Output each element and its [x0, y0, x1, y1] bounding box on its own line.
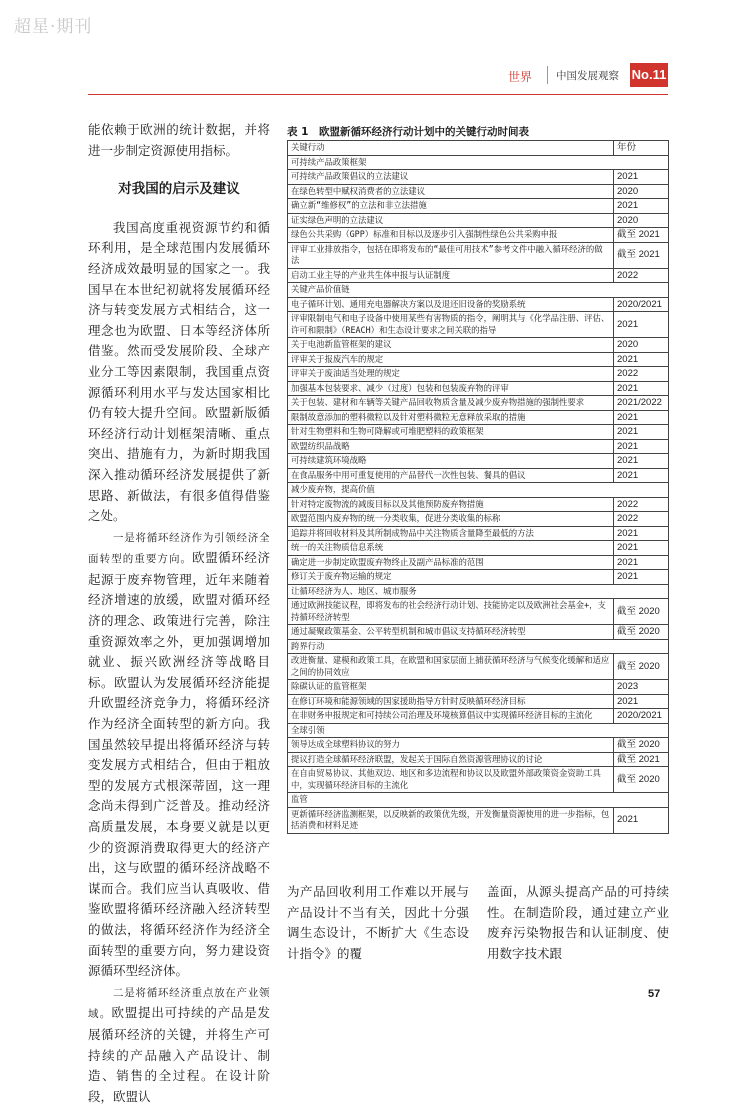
year-cell: 2020 [614, 184, 669, 199]
table-row [288, 752, 669, 767]
paragraph-2-lead: 一是将循环经济作为引领经济全面转型的重要方向。 [88, 531, 270, 566]
action-cell: 关于电池新监管框架的建议 [288, 338, 614, 353]
year-cell: 截至 2021 [614, 228, 669, 243]
table-row [288, 170, 669, 185]
table-row [288, 680, 669, 695]
table-row [288, 807, 669, 833]
action-cell: 绿色公共采购（GPP）标准和目标以及逐步引入强制性绿色公共采购申报 [288, 228, 614, 243]
year-cell: 截至 2020 [614, 738, 669, 753]
year-cell: 2021/2022 [614, 396, 669, 411]
table-category-row [288, 584, 669, 599]
bottom-column-2 [487, 882, 669, 964]
action-cell: 确立新“维修权”的立法和非立法措施 [288, 199, 614, 214]
year-cell: 截至 2020 [614, 625, 669, 640]
bottom-paragraph-1: 为产品回收利用工作难以开展与产品设计不当有关，因此十分强调生态设计，不断扩大《生态设计指令》的覆 [287, 884, 469, 961]
paragraph-2-text: 欧盟循环经济起源于废弃物管理，近年来随着经济增速的放缓，欧盟对循环经济的理念、政策进行完善，除注重资源效率之外，更加强调增加就业、振兴欧洲经济等战略目标。欧盟认为发展循环经济能提升欧盟经济竞争力，将循环经济作为经济全面转型的新方向。我国虽然较早提出将循环经济与转变发展方式相结合，但由于粗放型的发展方式根深蒂固，这一理念尚未得到广泛普及。推动经济高质量发展，本身要义就是以更少的资源消费取得更大的经济产出，这与欧盟的循环经济战略不谋而合。我们应当认真吸收、借鉴欧盟将循环经济融入经济转型的做法，将循环经济作为经济全面转型的重要方向，努力建设资源循环型经济体。 [88, 550, 270, 979]
year-cell: 2021 [614, 694, 669, 709]
table-category-row [288, 155, 669, 170]
table-row [288, 694, 669, 709]
intro-paragraph: 能依赖于欧洲的统计数据，并将进一步制定资源使用指标。 [88, 122, 270, 158]
issue-badge: No.11 [630, 63, 668, 87]
year-cell: 2022 [614, 268, 669, 283]
year-cell: 2021 [614, 570, 669, 585]
category-label: 可持续产品政策框架 [288, 155, 669, 170]
table-row [288, 268, 669, 283]
body-paragraph-2 [88, 527, 270, 982]
body-paragraph-3 [88, 982, 270, 1107]
category-label: 让循环经济为人、地区、城市服务 [288, 584, 669, 599]
year-cell: 截至 2020 [614, 599, 669, 625]
table-row [288, 228, 669, 243]
year-cell: 2021 [614, 352, 669, 367]
column-header-year: 年份 [614, 141, 669, 156]
table-row [288, 738, 669, 753]
table-row [288, 599, 669, 625]
action-cell: 通过凝聚政策基金、公平转型机制和城市倡议支持循环经济转型 [288, 625, 614, 640]
table-row [288, 497, 669, 512]
table-category-row [288, 723, 669, 738]
year-cell: 2021 [614, 439, 669, 454]
table-row [288, 526, 669, 541]
paragraph-3-text: 欧盟提出可持续的产品是发展循环经济的关键，并将生产可持续的产品融入产品设计、制造、销售的全过程。在设计阶段，欧盟认 [88, 1005, 270, 1104]
action-cell: 追踪并将回收材料及其所制成物品中关注物质含量降至最低的方法 [288, 526, 614, 541]
table-row [288, 709, 669, 724]
table-row [288, 570, 669, 585]
category-label: 全球引领 [288, 723, 669, 738]
action-cell: 提议打造全球循环经济联盟，发起关于国际自然资源管理协议的讨论 [288, 752, 614, 767]
page-number: 57 [648, 988, 661, 1000]
action-cell: 针对特定废物流的减废目标以及其他预防废弃物措施 [288, 497, 614, 512]
header-divider [547, 66, 548, 84]
table-header-row [288, 141, 669, 156]
table-row [288, 512, 669, 527]
action-cell: 可持续产品政策倡议的立法建议 [288, 170, 614, 185]
category-label: 跨界行动 [288, 639, 669, 654]
action-cell: 在自由贸易协议、其他双边、地区和多边流程和协议以及欧盟外部政策资金资助工具中，实现循环经济目标的主流化 [288, 767, 614, 793]
year-cell: 截至 2021 [614, 752, 669, 767]
table-row [288, 625, 669, 640]
action-cell: 在食品服务中用可重复使用的产品替代一次性包装、餐具的倡议 [288, 468, 614, 483]
table-category-row [288, 483, 669, 498]
table-row [288, 213, 669, 228]
category-label: 监管 [288, 793, 669, 808]
year-cell: 2021 [614, 410, 669, 425]
table-row [288, 184, 669, 199]
year-cell: 2022 [614, 512, 669, 527]
action-cell: 证实绿色声明的立法建议 [288, 213, 614, 228]
action-cell: 在非财务申报规定和可持续公司治理及环境核算倡议中实现循环经济目标的主流化 [288, 709, 614, 724]
table-row [288, 654, 669, 680]
year-cell: 2021 [614, 541, 669, 556]
action-cell: 在修订环境和能源领域的国家援助指导方针时反映循环经济目标 [288, 694, 614, 709]
table-row [288, 312, 669, 338]
action-cell: 限制故意添加的塑料微粒以及针对塑料微粒无意释放采取的措施 [288, 410, 614, 425]
action-cell: 启动工业主导的产业共生体申报与认证制度 [288, 268, 614, 283]
section-heading: 对我国的启示及建议 [118, 181, 240, 198]
action-cell: 评审关于报废汽车的规定 [288, 352, 614, 367]
table-row [288, 767, 669, 793]
bottom-column-1 [287, 882, 469, 964]
action-cell: 可持续建筑环境战略 [288, 454, 614, 469]
year-cell: 2020 [614, 213, 669, 228]
category-label: 减少废弃物，提高价值 [288, 483, 669, 498]
magazine-name: 中国发展观察 [556, 70, 619, 82]
table-row [288, 468, 669, 483]
table-row [288, 199, 669, 214]
action-cell: 领导达成全球塑料协议的努力 [288, 738, 614, 753]
watermark: 超星·期刊 [14, 17, 93, 37]
bottom-paragraph-2: 盖面，从源头提高产品的可持续性。在制造阶段，通过建立产业废弃污染物报告和认证制度、使用数字技术跟 [487, 884, 669, 961]
year-cell: 2021 [614, 807, 669, 833]
action-cell: 电子循环计划、通用充电器解决方案以及退还旧设备的奖励系统 [288, 297, 614, 312]
category-label: 关键产品价值链 [288, 283, 669, 298]
action-cell: 评审限制电气和电子设备中使用某些有害物质的指令，阐明其与《化学品注册、评估、许可和限制》（REACH）和生态设计要求之间关联的指导 [288, 312, 614, 338]
section-label: 世界 [508, 70, 533, 84]
table-row [288, 541, 669, 556]
year-cell: 截至 2020 [614, 767, 669, 793]
action-cell: 除碳认证的监管框架 [288, 680, 614, 695]
year-cell: 2021 [614, 199, 669, 214]
year-cell: 2021 [614, 555, 669, 570]
key-actions-table [287, 140, 669, 834]
action-cell: 评审关于废油适当处理的规定 [288, 367, 614, 382]
action-cell: 关于包装、建材和车辆等关键产品回收物质含量及减少废弃物措施的强制性要求 [288, 396, 614, 411]
table-row [288, 242, 669, 268]
table-row [288, 367, 669, 382]
action-cell: 评审工业排放指令，包括在即将发布的“最佳可用技术”参考文件中融入循环经济的做法 [288, 242, 614, 268]
left-column [88, 120, 270, 1107]
table-row [288, 381, 669, 396]
table-category-row [288, 639, 669, 654]
table-row [288, 454, 669, 469]
header-rule [88, 94, 668, 95]
action-cell: 更新循环经济监测框架，以反映新的政策优先级，开发衡量资源使用的进一步指标，包括消费和材料足迹 [288, 807, 614, 833]
column-header-action: 关键行动 [288, 141, 614, 156]
year-cell: 2020 [614, 338, 669, 353]
year-cell: 2021 [614, 170, 669, 185]
action-cell: 在绿色转型中赋权消费者的立法建议 [288, 184, 614, 199]
action-cell: 修订关于废弃物运输的规定 [288, 570, 614, 585]
table-category-row [288, 283, 669, 298]
action-cell: 确定进一步制定欧盟废弃物终止及副产品标准的范围 [288, 555, 614, 570]
table-category-row [288, 793, 669, 808]
year-cell: 2021 [614, 381, 669, 396]
table-row [288, 297, 669, 312]
table-row [288, 352, 669, 367]
table-row [288, 396, 669, 411]
year-cell: 2021 [614, 454, 669, 469]
table-row [288, 338, 669, 353]
action-cell: 统一的关注物质信息系统 [288, 541, 614, 556]
year-cell: 2021 [614, 468, 669, 483]
year-cell: 2022 [614, 367, 669, 382]
table-row [288, 439, 669, 454]
action-cell: 通过欧洲技能议程，即将发布的社会经济行动计划、技能协定以及欧洲社会基金+，支持循环经济转型 [288, 599, 614, 625]
action-cell: 加强基本包装要求、减少（过度）包装和包装废弃物的评审 [288, 381, 614, 396]
year-cell: 2022 [614, 497, 669, 512]
year-cell: 2021 [614, 526, 669, 541]
table-row [288, 425, 669, 440]
table-row [288, 410, 669, 425]
year-cell: 2021 [614, 312, 669, 338]
year-cell: 2020/2021 [614, 709, 669, 724]
paragraph-3-lead: 二是将循环经济重点放在产业领域。 [88, 986, 270, 1021]
year-cell: 2020/2021 [614, 297, 669, 312]
year-cell: 截至 2021 [614, 242, 669, 268]
year-cell: 2021 [614, 425, 669, 440]
table-row [288, 555, 669, 570]
table-title: 表 1 欧盟新循环经济行动计划中的关键行动时间表 [287, 126, 529, 138]
action-cell: 改进衡量、建模和政策工具，在欧盟和国家层面上捕获循环经济与气候变化缓解和适应之间的协同效应 [288, 654, 614, 680]
action-cell: 欧盟范围内废弃物的统一分类收集，促进分类收集的标称 [288, 512, 614, 527]
action-cell: 欧盟纺织品战略 [288, 439, 614, 454]
body-paragraph-1: 我国高度重视资源节约和循环利用，是全球范围内发展循环经济成效最明显的国家之一。我国早在本世纪初就将发展循环经济与转变发展方式相结合，这一理念也为欧盟、日本等经济体所借鉴。然而受发展阶段、全球产业分工等因素限制，我国重点资源循环利用水平与发达国家相比仍有较大提升空间。欧盟新版循环经济行动计划框架清晰、重点突出、措施有力，为新时期我国深入推动循环经济发展提供了新思路、新做法，有很多值得借鉴之处。 [88, 219, 270, 524]
action-cell: 针对生物塑料和生物可降解或可堆肥塑料的政策框架 [288, 425, 614, 440]
year-cell: 2023 [614, 680, 669, 695]
year-cell: 截至 2020 [614, 654, 669, 680]
